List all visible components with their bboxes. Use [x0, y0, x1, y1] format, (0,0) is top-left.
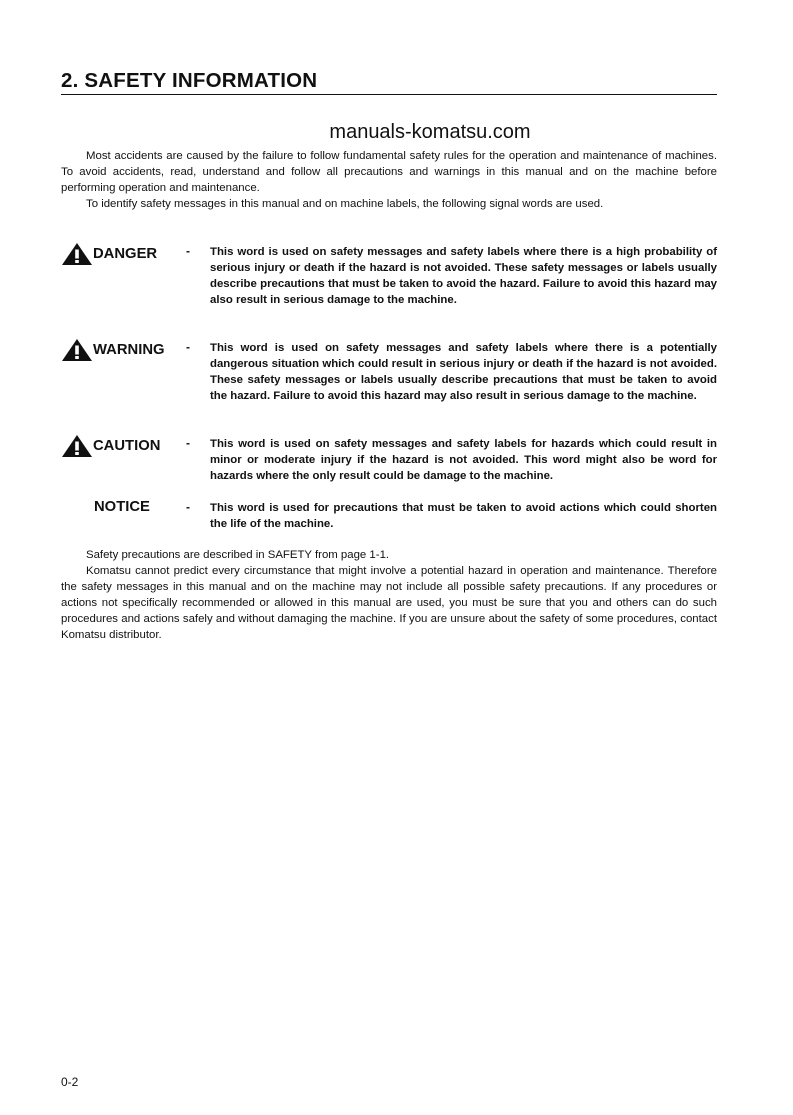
signal-dash: -: [186, 436, 190, 450]
signal-word-caution: [61, 434, 160, 458]
intro-paragraph: To identify safety messages in this manual and on machine labels, the following signal words are used.: [86, 198, 604, 210]
signal-word-label: CAUTION: [93, 438, 161, 454]
signal-word-notice: [94, 498, 150, 516]
signal-dash: -: [186, 500, 190, 514]
signal-description: This word is used on safety messages and safety labels for hazards which could result in minor or moderate injury if the hazard is not avoided. This word might also be word for hazards where the only result could be damage to the machine.: [210, 438, 717, 482]
signal-description: This word is used on safety messages and safety labels where there is a potentially dangerous situation which could result in serious injury or death if the hazard is not avoided. These safety messages or labels usually describe precautions that must be taken to avoid the hazard. Failure to avoid this hazard may also result in serious damage to the machine.: [210, 342, 717, 402]
closing-paragraph: Komatsu cannot predict every circumstance that might involve a potential hazard in operation and maintenance. Therefore the safety messages in this manual and on the machine may not include all possible safety precautions. If any procedures or actions not specifically recommended or allowed in this manual are used, you must be sure that you and others can do such procedures and actions safely and without damaging the machine. If you are unsure about the safety of some procedures, contact Komatsu distributor.: [61, 565, 717, 641]
closing-paragraph: Safety precautions are described in SAFETY from page 1-1.: [86, 549, 390, 561]
signal-description: This word is used on safety messages and safety labels where there is a high probability of serious injury or death if the hazard is not avoided. These safety messages or labels usually describe precautions that must be taken to avoid the hazard. Failure to avoid this hazard may also result in serious damage to the machine.: [210, 246, 717, 306]
signal-description: This word is used for precautions that must be taken to avoid actions which could shorten the life of the machine.: [210, 502, 717, 530]
signal-word-warning: [61, 338, 165, 362]
section-heading: [61, 68, 717, 95]
watermark-text: manuals-komatsu.com: [329, 121, 531, 143]
intro-section: [61, 148, 717, 212]
intro-paragraph: Most accidents are caused by the failure to follow fundamental safety rules for the operation and maintenance of machines. To avoid accidents, read, understand and follow all precautions and warnings in this manual and on the machine before performing operation and maintenance.: [61, 150, 717, 194]
signal-word-danger: [61, 242, 157, 266]
signal-word-label: DANGER: [93, 246, 158, 262]
signal-dash: -: [186, 244, 190, 258]
warning-triangle-icon: [61, 338, 93, 362]
signal-dash: -: [186, 340, 190, 354]
warning-triangle-icon: [61, 242, 93, 266]
closing-section: [61, 547, 717, 643]
signal-word-label: NOTICE: [94, 499, 150, 515]
page-number: 0-2: [61, 1075, 79, 1089]
signal-word-label: WARNING: [93, 342, 165, 358]
section-title: 2. SAFETY INFORMATION: [61, 69, 318, 92]
warning-triangle-icon: [61, 434, 93, 458]
